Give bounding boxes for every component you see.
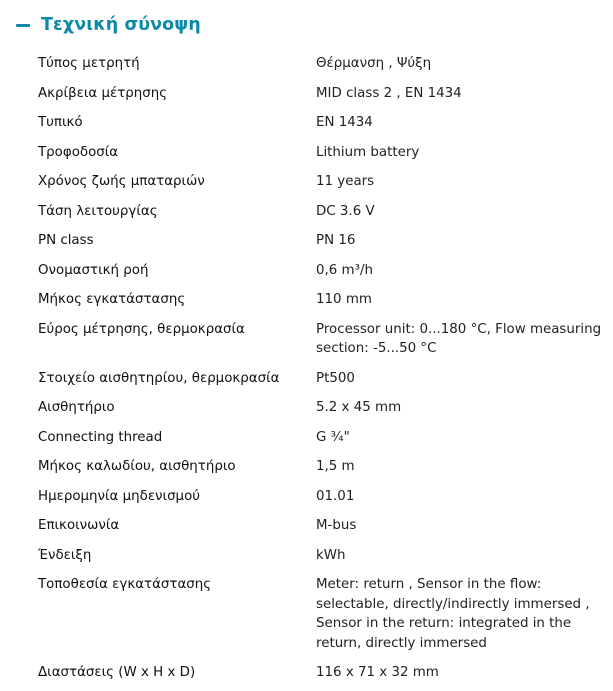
spec-row (38, 396, 613, 426)
spec-value: Lithium battery (316, 144, 420, 160)
spec-row (38, 318, 613, 367)
spec-value: 116 x 71 x 32 mm (316, 665, 439, 680)
spec-label: Ημερομηνία μηδενισμού (38, 488, 201, 504)
spec-label: PN class (38, 233, 94, 248)
spec-value: EN 1434 (316, 115, 373, 130)
spec-label: Επικοινωνία (38, 518, 120, 533)
spec-label: Ένδειξη (38, 547, 92, 563)
spec-value: Pt500 (316, 370, 355, 386)
spec-label: Ακρίβεια μέτρησης (38, 85, 168, 101)
spec-value: 01.01 (316, 488, 355, 504)
spec-value: kWh (316, 547, 346, 563)
spec-value: MID class 2 , EN 1434 (316, 85, 462, 101)
spec-row (38, 82, 613, 112)
spec-value: DC 3.6 V (316, 203, 375, 219)
spec-label: Τοποθεσία εγκατάστασης (38, 577, 212, 592)
spec-label: Στοιχείο αισθητηρίου, θερμοκρασία (38, 370, 280, 386)
spec-row (38, 141, 613, 171)
spec-row (38, 426, 613, 456)
spec-table (38, 52, 613, 691)
spec-label: Τάση λειτουργίας (38, 203, 158, 219)
spec-label: Χρόνος ζωής μπαταριών (38, 174, 205, 189)
spec-label: Μήκος εγκατάστασης (38, 292, 186, 307)
spec-label: Τροφοδοσία (38, 144, 119, 160)
spec-label: Διαστάσεις (W x H x D) (38, 665, 196, 680)
spec-row (38, 200, 613, 230)
spec-row (38, 229, 613, 259)
spec-value: 110 mm (316, 292, 372, 307)
spec-row (38, 170, 613, 200)
spec-label: Μήκος καλωδίου, αισθητήριο (38, 459, 236, 474)
spec-row (38, 573, 613, 661)
spec-value: 0,6 m³/h (316, 262, 373, 278)
section-title: Τεχνική σύνοψη (41, 15, 201, 35)
spec-row (38, 661, 613, 691)
spec-value: 1,5 m (316, 459, 355, 474)
spec-row (38, 367, 613, 397)
spec-value: Meter: return , Sensor in the flow: selectable, directly/indirectly immersed , Sensor in the return: integrated in the return, directly immersed (316, 577, 590, 651)
spec-value: 11 years (316, 174, 375, 189)
spec-row (38, 485, 613, 515)
spec-value: G ¾" (316, 429, 350, 445)
spec-value: Processor unit: 0...180 °C, Flow measuring section: -5...50 °C (316, 321, 602, 356)
spec-value: M-bus (316, 518, 357, 533)
spec-row (38, 288, 613, 318)
spec-value: PN 16 (316, 233, 356, 248)
spec-label: Connecting thread (38, 429, 163, 445)
spec-label: Τύπος μετρητή (38, 56, 140, 71)
spec-value: Θέρμανση , Ψύξη (316, 56, 432, 71)
collapse-minus-icon[interactable] (16, 24, 30, 27)
spec-row (38, 111, 613, 141)
spec-label: Ονομαστική ροή (38, 262, 149, 278)
technical-summary-header[interactable] (16, 10, 201, 40)
spec-row (38, 259, 613, 289)
spec-row (38, 52, 613, 82)
spec-value: 5.2 x 45 mm (316, 400, 402, 415)
spec-label: Εύρος μέτρησης, θερμοκρασία (38, 321, 245, 337)
spec-row (38, 514, 613, 544)
spec-row (38, 544, 613, 574)
spec-label: Τυπικό (38, 115, 83, 130)
spec-row (38, 455, 613, 485)
spec-label: Αισθητήριο (38, 400, 115, 415)
